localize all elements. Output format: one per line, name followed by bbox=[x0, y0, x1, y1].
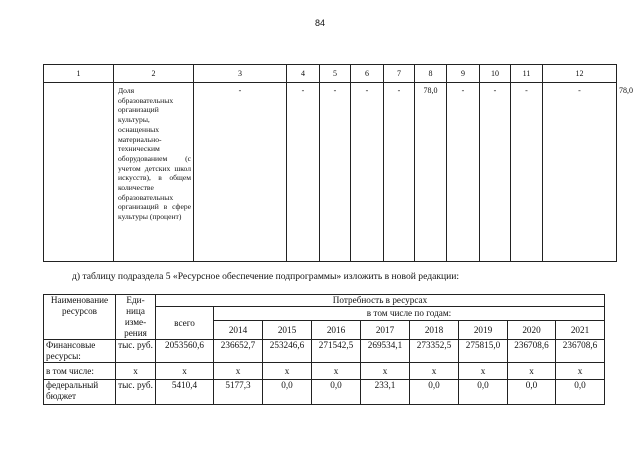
row-value: х bbox=[508, 363, 556, 380]
indicator-description: Доля образовательных организаций культуры, оснащенных материально-техническим оборудованием (с учетом детских школ искусств), в общем количестве образовательных организаций в сфере культуры (процент) bbox=[114, 83, 194, 262]
need-header: Потребность в ресурсах bbox=[156, 295, 605, 307]
years-header: в том числе по годам: bbox=[214, 307, 605, 321]
unit-header: Еди-ница изме-рения bbox=[116, 295, 156, 340]
row-name: Финансовые ресурсы: bbox=[44, 340, 116, 363]
total-header: всего bbox=[156, 307, 214, 340]
indicator-header-cell: 6 bbox=[351, 65, 384, 83]
indicator-header-cell: 4 bbox=[287, 65, 320, 83]
indicator-header-cell: 9 bbox=[447, 65, 480, 83]
row-value: 0,0 bbox=[556, 380, 605, 405]
row-value: 253246,6 bbox=[263, 340, 312, 363]
year-header-cell: 2018 bbox=[410, 321, 459, 340]
indicator-value-cell: - bbox=[511, 83, 543, 262]
indicator-header-cell: 10 bbox=[480, 65, 511, 83]
indicator-header-cell: 3 bbox=[194, 65, 287, 83]
row-value: 236652,7 bbox=[214, 340, 263, 363]
year-header-cell: 2014 bbox=[214, 321, 263, 340]
row-unit: тыс. руб. bbox=[116, 380, 156, 405]
year-header-cell: 2017 bbox=[361, 321, 410, 340]
resource-table bbox=[43, 294, 605, 405]
row-value: 271542,5 bbox=[312, 340, 361, 363]
indicator-header-cell: 5 bbox=[320, 65, 351, 83]
indicator-value-cell: - bbox=[447, 83, 480, 262]
row-value: 273352,5 bbox=[410, 340, 459, 363]
row-value: 0,0 bbox=[459, 380, 508, 405]
indicator-value-cell: - bbox=[287, 83, 320, 262]
year-header-cell: 2016 bbox=[312, 321, 361, 340]
row-value: х bbox=[263, 363, 312, 380]
row-total: х bbox=[156, 363, 214, 380]
row-value: 236708,6 bbox=[508, 340, 556, 363]
row-value: х bbox=[361, 363, 410, 380]
table-row-including bbox=[44, 363, 605, 380]
row-value: 0,0 bbox=[312, 380, 361, 405]
table-row-federal bbox=[44, 380, 605, 405]
row-value: х bbox=[410, 363, 459, 380]
indicator-value-cell: - bbox=[320, 83, 351, 262]
resource-header-row bbox=[44, 295, 605, 307]
year-header-cell: 2020 bbox=[508, 321, 556, 340]
indicator-value-cell: - bbox=[384, 83, 415, 262]
row-value: 236708,6 bbox=[556, 340, 605, 363]
row-total: 5410,4 bbox=[156, 380, 214, 405]
year-header-cell: 2015 bbox=[263, 321, 312, 340]
indicator-header-cell: 2 bbox=[114, 65, 194, 83]
resource-name-header: Наименование ресурсов bbox=[44, 295, 116, 340]
row-value: 0,0 bbox=[508, 380, 556, 405]
row-value: 269534,1 bbox=[361, 340, 410, 363]
page-number: 84 bbox=[314, 18, 325, 28]
row-name: федеральный бюджет bbox=[44, 380, 116, 405]
row-name: в том числе: bbox=[44, 363, 116, 380]
indicator-value-cell: - bbox=[194, 83, 287, 262]
indicator-value-cell: - bbox=[543, 83, 617, 262]
indicator-header-cell: 11 bbox=[511, 65, 543, 83]
section-caption: д) таблицу подраздела 5 «Ресурсное обеспечение подпрограммы» изложить в новой редакции: bbox=[72, 271, 460, 282]
indicator-header-cell: 12 bbox=[543, 65, 617, 83]
indicator-table bbox=[43, 64, 633, 262]
row-value: 5177,3 bbox=[214, 380, 263, 405]
year-header-cell: 2019 bbox=[459, 321, 508, 340]
row-value: 275815,0 bbox=[459, 340, 508, 363]
row-value: 233,1 bbox=[361, 380, 410, 405]
indicator-header-cell: 7 bbox=[384, 65, 415, 83]
indicator-value-cell: - bbox=[351, 83, 384, 262]
row-value: 0,0 bbox=[410, 380, 459, 405]
row-value: 0,0 bbox=[263, 380, 312, 405]
row-unit: тыс. руб. bbox=[116, 340, 156, 363]
row-total: 2053560,6 bbox=[156, 340, 214, 363]
row-value: х bbox=[312, 363, 361, 380]
row-unit: х bbox=[116, 363, 156, 380]
indicator-header-row bbox=[44, 65, 617, 83]
indicator-header-cell: 1 bbox=[44, 65, 114, 83]
indicator-value-cell: 78,0 bbox=[415, 83, 447, 262]
indicator-empty-cell bbox=[44, 83, 114, 262]
indicator-value-cell: - bbox=[480, 83, 511, 262]
year-header-cell: 2021 bbox=[556, 321, 605, 340]
row-value: х bbox=[459, 363, 508, 380]
row-value: х bbox=[556, 363, 605, 380]
indicator-header-cell: 8 bbox=[415, 65, 447, 83]
table-row-financial bbox=[44, 340, 605, 363]
row-value: х bbox=[214, 363, 263, 380]
indicator-data-row: Доля образовательных организаций культуры, оснащенных материально-техническим оборудованием (с учетом детских школ искусств), в общем количестве образовательных организаций в сфере культуры (процент) - - - - - 78,0 - - - - 78,0 bbox=[44, 83, 617, 262]
